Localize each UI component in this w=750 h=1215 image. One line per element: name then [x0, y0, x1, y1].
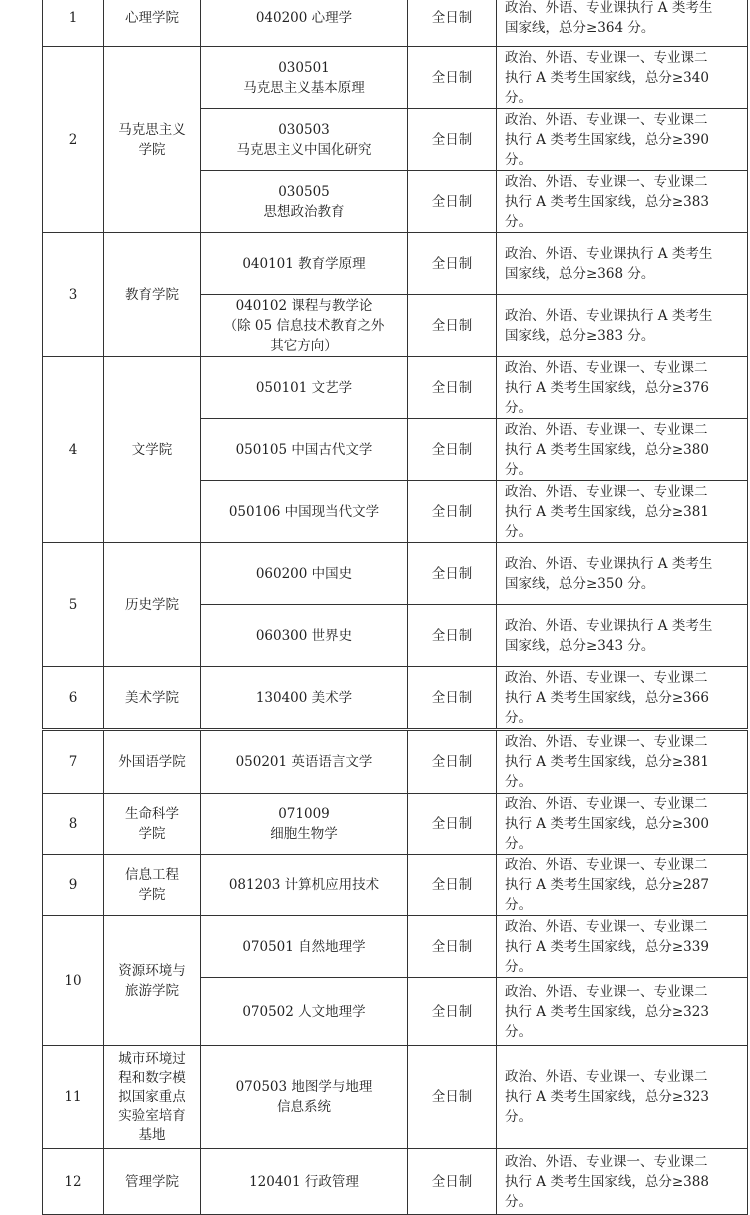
college-name: 马克思主义 学院 [104, 47, 201, 233]
major-name: 070501 自然地理学 [201, 916, 408, 978]
score-requirement: 政治、外语、专业课执行 A 类考生 国家线，总分≥383 分。 [497, 295, 748, 357]
study-mode: 全日制 [408, 731, 497, 794]
major-name: 060300 世界史 [201, 605, 408, 667]
college-name: 教育学院 [104, 233, 201, 357]
major-name: 030503 马克思主义中国化研究 [201, 109, 408, 171]
college-name: 美术学院 [104, 667, 201, 729]
row-number: 1 [43, 0, 104, 47]
score-requirement: 政治、外语、专业课一、专业课二 执行 A 类考生国家线，总分≥390 分。 [497, 109, 748, 171]
table-row [43, 731, 748, 794]
college-name: 信息工程 学院 [104, 855, 201, 916]
row-number: 9 [43, 855, 104, 916]
major-name: 071009 细胞生物学 [201, 794, 408, 855]
study-mode: 全日制 [408, 1149, 497, 1215]
admission-table-part2 [42, 730, 748, 1215]
table-row [43, 47, 748, 109]
college-name: 文学院 [104, 357, 201, 543]
study-mode: 全日制 [408, 855, 497, 916]
score-requirement: 政治、外语、专业课一、专业课二 执行 A 类考生国家线，总分≥323 分。 [497, 978, 748, 1046]
score-requirement: 政治、外语、专业课一、专业课二 执行 A 类考生国家线，总分≥339 分。 [497, 916, 748, 978]
table-row [43, 667, 748, 729]
major-name: 040200 心理学 [201, 0, 408, 47]
score-requirement: 政治、外语、专业课一、专业课二 执行 A 类考生国家线，总分≥366 分。 [497, 667, 748, 729]
row-number: 7 [43, 731, 104, 794]
study-mode: 全日制 [408, 605, 497, 667]
major-name: 030505 思想政治教育 [201, 171, 408, 233]
college-name: 历史学院 [104, 543, 201, 667]
table-row [43, 0, 748, 47]
major-name: 081203 计算机应用技术 [201, 855, 408, 916]
table-row [43, 1046, 748, 1149]
major-name: 040101 教育学原理 [201, 233, 408, 295]
study-mode: 全日制 [408, 481, 497, 543]
study-mode: 全日制 [408, 295, 497, 357]
table-row [43, 233, 748, 295]
college-name: 心理学院 [104, 0, 201, 47]
major-name: 050105 中国古代文学 [201, 419, 408, 481]
study-mode: 全日制 [408, 794, 497, 855]
row-number: 10 [43, 916, 104, 1046]
table-row [43, 543, 748, 605]
major-name: 040102 课程与教学论 （除 05 信息技术教育之外 其它方向） [201, 295, 408, 357]
score-requirement: 政治、外语、专业课一、专业课二 执行 A 类考生国家线，总分≥381 分。 [497, 481, 748, 543]
table-row [43, 794, 748, 855]
score-requirement: 政治、外语、专业课一、专业课二 执行 A 类考生国家线，总分≥300 分。 [497, 794, 748, 855]
major-name: 120401 行政管理 [201, 1149, 408, 1215]
major-name: 050201 英语语言文学 [201, 731, 408, 794]
college-name: 生命科学 学院 [104, 794, 201, 855]
major-name: 070503 地图学与地理 信息系统 [201, 1046, 408, 1149]
row-number: 8 [43, 794, 104, 855]
study-mode: 全日制 [408, 109, 497, 171]
row-number: 6 [43, 667, 104, 729]
college-name: 城市环境过 程和数字模 拟国家重点 实验室培育 基地 [104, 1046, 201, 1149]
row-number: 11 [43, 1046, 104, 1149]
table-row [43, 357, 748, 419]
score-requirement: 政治、外语、专业课执行 A 类考生 国家线，总分≥350 分。 [497, 543, 748, 605]
score-requirement: 政治、外语、专业课执行 A 类考生 国家线，总分≥343 分。 [497, 605, 748, 667]
study-mode: 全日制 [408, 667, 497, 729]
study-mode: 全日制 [408, 419, 497, 481]
study-mode: 全日制 [408, 543, 497, 605]
score-requirement: 政治、外语、专业课一、专业课二 执行 A 类考生国家线，总分≥323 分。 [497, 1046, 748, 1149]
score-requirement: 政治、外语、专业课一、专业课二 执行 A 类考生国家线，总分≥380 分。 [497, 419, 748, 481]
row-number: 4 [43, 357, 104, 543]
study-mode: 全日制 [408, 357, 497, 419]
study-mode: 全日制 [408, 0, 497, 47]
study-mode: 全日制 [408, 1046, 497, 1149]
major-name: 060200 中国史 [201, 543, 408, 605]
score-requirement: 政治、外语、专业课一、专业课二 执行 A 类考生国家线，总分≥388 分。 [497, 1149, 748, 1215]
study-mode: 全日制 [408, 47, 497, 109]
score-requirement: 政治、外语、专业课一、专业课二 执行 A 类考生国家线，总分≥287 分。 [497, 855, 748, 916]
study-mode: 全日制 [408, 171, 497, 233]
major-name: 050101 文艺学 [201, 357, 408, 419]
major-name: 070502 人文地理学 [201, 978, 408, 1046]
college-name: 资源环境与 旅游学院 [104, 916, 201, 1046]
major-name: 130400 美术学 [201, 667, 408, 729]
study-mode: 全日制 [408, 233, 497, 295]
score-requirement: 政治、外语、专业课一、专业课二 执行 A 类考生国家线，总分≥381 分。 [497, 731, 748, 794]
score-requirement: 政治、外语、专业课执行 A 类考生 国家线，总分≥368 分。 [497, 233, 748, 295]
row-number: 5 [43, 543, 104, 667]
college-name: 管理学院 [104, 1149, 201, 1215]
row-number: 12 [43, 1149, 104, 1215]
score-requirement: 政治、外语、专业课一、专业课二 执行 A 类考生国家线，总分≥383 分。 [497, 171, 748, 233]
table-row [43, 916, 748, 978]
score-requirement: 政治、外语、专业课一、专业课二 执行 A 类考生国家线，总分≥376 分。 [497, 357, 748, 419]
college-name: 外国语学院 [104, 731, 201, 794]
admission-table-part1 [42, 0, 748, 729]
row-number: 2 [43, 47, 104, 233]
major-name: 030501 马克思主义基本原理 [201, 47, 408, 109]
study-mode: 全日制 [408, 978, 497, 1046]
score-requirement: 政治、外语、专业课一、专业课二 执行 A 类考生国家线，总分≥340 分。 [497, 47, 748, 109]
score-requirement: 政治、外语、专业课执行 A 类考生 国家线，总分≥364 分。 [497, 0, 748, 47]
study-mode: 全日制 [408, 916, 497, 978]
major-name: 050106 中国现当代文学 [201, 481, 408, 543]
row-number: 3 [43, 233, 104, 357]
table-row [43, 855, 748, 916]
table-row [43, 1149, 748, 1215]
